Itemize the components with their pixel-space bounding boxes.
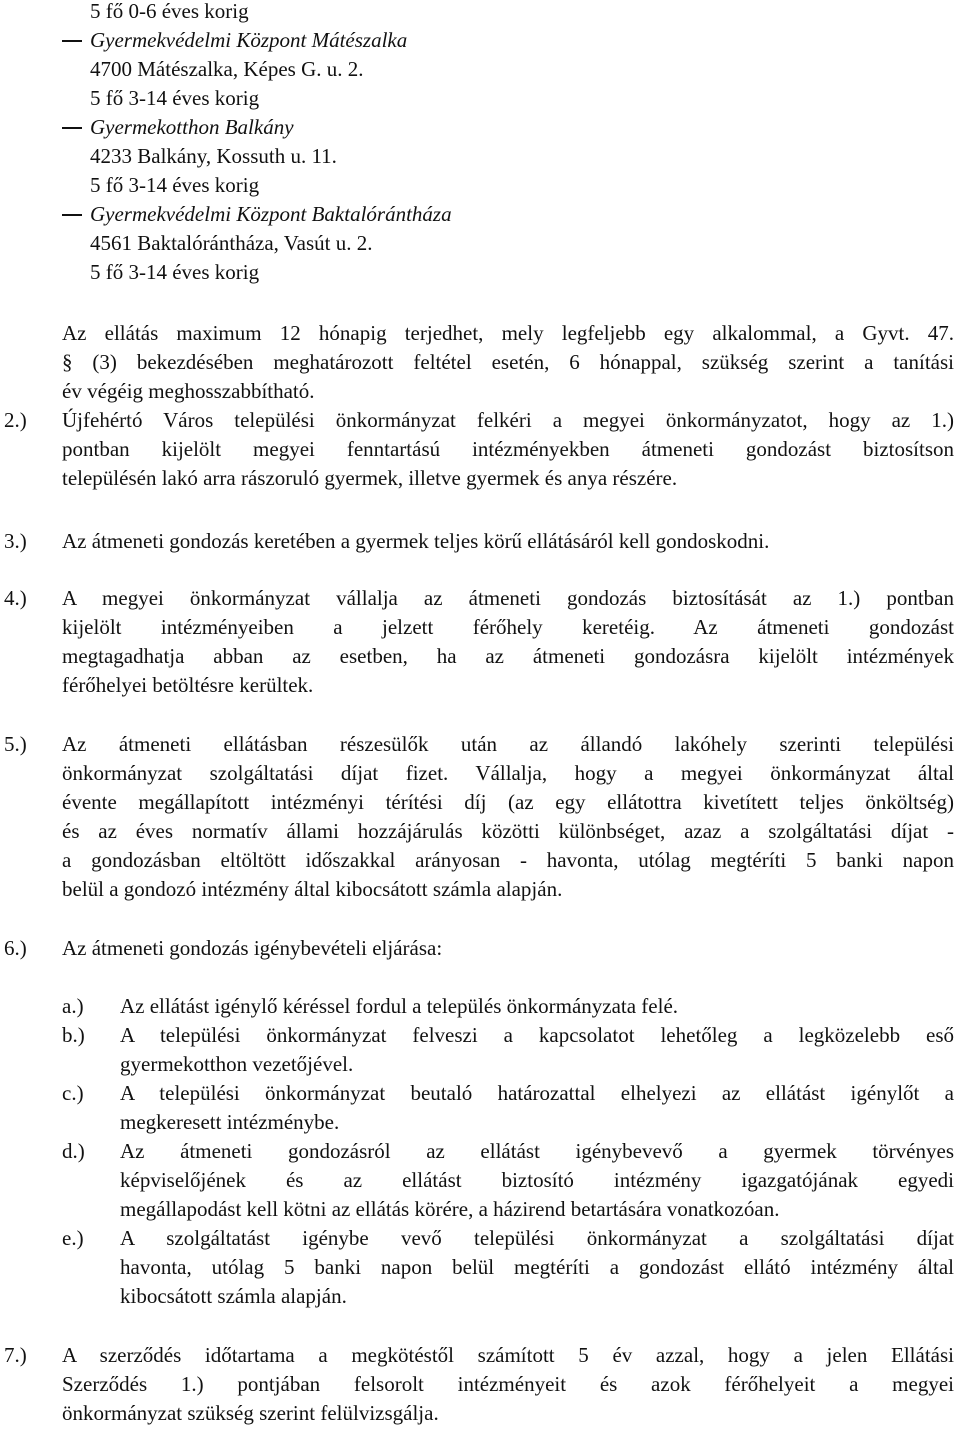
point-text-line: Újfehértó Város települési önkormányzat felkéri a megyei önkormányzatot, hogy az 1.) [62, 408, 954, 432]
duration-note-line: Az ellátás maximum 12 hónapig terjedhet, mely legfeljebb egy alkalommal, a Gyvt. 47. [62, 321, 954, 345]
point-number: 6.) [4, 936, 27, 960]
dash-bullet [62, 40, 82, 42]
point-number: 3.) [4, 529, 27, 553]
point-number: 7.) [4, 1343, 27, 1367]
duration-note-line: § (3) bekezdésében meghatározott feltétel esetén, 6 hónappal, szükség szerint a tanítási [62, 350, 954, 374]
point-text-line: A szerződés időtartama a megkötéstől számított 5 év azzal, hogy a jelen Ellátási [62, 1343, 954, 1367]
point-text-line: önkormányzat szolgáltatási díjat fizet. Vállalja, hogy a megyei önkormányzat által [62, 761, 954, 785]
institution-name: Gyermekvédelmi Központ Baktalórántháza [90, 202, 452, 226]
subpoint-label: e.) [62, 1226, 84, 1250]
capacity-line: 5 fő 3-14 éves korig [90, 173, 260, 197]
point-text-line: megtagadhatja abban az esetben, ha az átmeneti gondozásra kijelölt intézmények [62, 644, 954, 668]
point-text-line: Az átmeneti gondozás keretében a gyermek teljes körű ellátásáról kell gondoskodni. [62, 529, 770, 553]
point-text-line: önkormányzat szükség szerint felülvizsgálja. [62, 1401, 439, 1425]
point-text-line: településén lakó arra rászoruló gyermek, illetve gyermek és anya részére. [62, 466, 678, 490]
dash-bullet [62, 127, 82, 129]
subpoint-text-line: megállapodást kell kötni az ellátás körére, a házirend betartására vonatkozóan. [120, 1197, 780, 1221]
point-text-line: a gondozásban eltöltött időszakkal arányosan - havonta, utólag megtéríti 5 banki napon [62, 848, 954, 872]
point-text-line: évente megállapított intézményi térítési díj (az egy ellátottra kivetített teljes önköltség) [62, 790, 954, 814]
point-number: 2.) [4, 408, 27, 432]
subpoint-label: c.) [62, 1081, 84, 1105]
subpoint-text-line: A települési önkormányzat beutaló határozattal elhelyezi az ellátást igénylőt a [120, 1081, 954, 1105]
subpoint-text-line: havonta, utólag 5 banki napon belül megtéríti a gondozást ellátó intézmény által [120, 1255, 954, 1279]
duration-note-line: év végéig meghosszabbítható. [62, 379, 315, 403]
subpoint-text-line: Az átmeneti gondozásról az ellátást igénybevevő a gyermek törvényes [120, 1139, 954, 1163]
point-text-line: Szerződés 1.) pontjában felsorolt intézményeit és azok férőhelyeit a megyei [62, 1372, 954, 1396]
point-text-line: Az átmeneti ellátásban részesülők után az állandó lakóhely szerinti települési [62, 732, 954, 756]
subpoint-label: a.) [62, 994, 84, 1018]
institution-address: 4233 Balkány, Kossuth u. 11. [90, 144, 337, 168]
subpoint-text-line: képviselőjének és az ellátást biztosító intézmény igazgatójának egyedi [120, 1168, 954, 1192]
subpoint-text-line: Az ellátást igénylő kéréssel fordul a település önkormányzata felé. [120, 994, 679, 1018]
institution-address: 4561 Baktalórántháza, Vasút u. 2. [90, 231, 373, 255]
subpoint-label: d.) [62, 1139, 85, 1163]
subpoint-text-line: megkeresett intézménybe. [120, 1110, 340, 1134]
point-text-line: A megyei önkormányzat vállalja az átmeneti gondozás biztosítását az 1.) pontban [62, 586, 954, 610]
point-text-line: kijelölt intézményeiben a jelzett férőhely keretéig. Az átmeneti gondozást [62, 615, 954, 639]
point-text-line: Az átmeneti gondozás igénybevételi eljárása: [62, 936, 443, 960]
dash-bullet [62, 214, 82, 216]
capacity-line: 5 fő 0-6 éves korig [90, 0, 249, 23]
institution-name: Gyermekvédelmi Központ Mátészalka [90, 28, 408, 52]
capacity-line: 5 fő 3-14 éves korig [90, 260, 260, 284]
subpoint-text-line: A települési önkormányzat felveszi a kapcsolatot lehetőleg a legközelebb eső [120, 1023, 954, 1047]
institution-name: Gyermekotthon Balkány [90, 115, 294, 139]
point-text-line: pontban kijelölt megyei fenntartású intézményekben átmeneti gondozást biztosítson [62, 437, 954, 461]
point-number: 5.) [4, 732, 27, 756]
subpoint-text-line: A szolgáltatást igénybe vevő települési önkormányzat a szolgáltatási díjat [120, 1226, 954, 1250]
subpoint-text-line: gyermekotthon vezetőjével. [120, 1052, 354, 1076]
point-text-line: férőhelyei betöltésre kerültek. [62, 673, 314, 697]
point-text-line: belül a gondozó intézmény által kibocsátott számla alapján. [62, 877, 563, 901]
subpoint-text-line: kibocsátott számla alapján. [120, 1284, 347, 1308]
point-number: 4.) [4, 586, 27, 610]
capacity-line: 5 fő 3-14 éves korig [90, 86, 260, 110]
point-text-line: és az éves normatív állami hozzájárulás közötti különbséget, azaz a szolgáltatási díjat - [62, 819, 954, 843]
institution-address: 4700 Mátészalka, Képes G. u. 2. [90, 57, 364, 81]
subpoint-label: b.) [62, 1023, 85, 1047]
